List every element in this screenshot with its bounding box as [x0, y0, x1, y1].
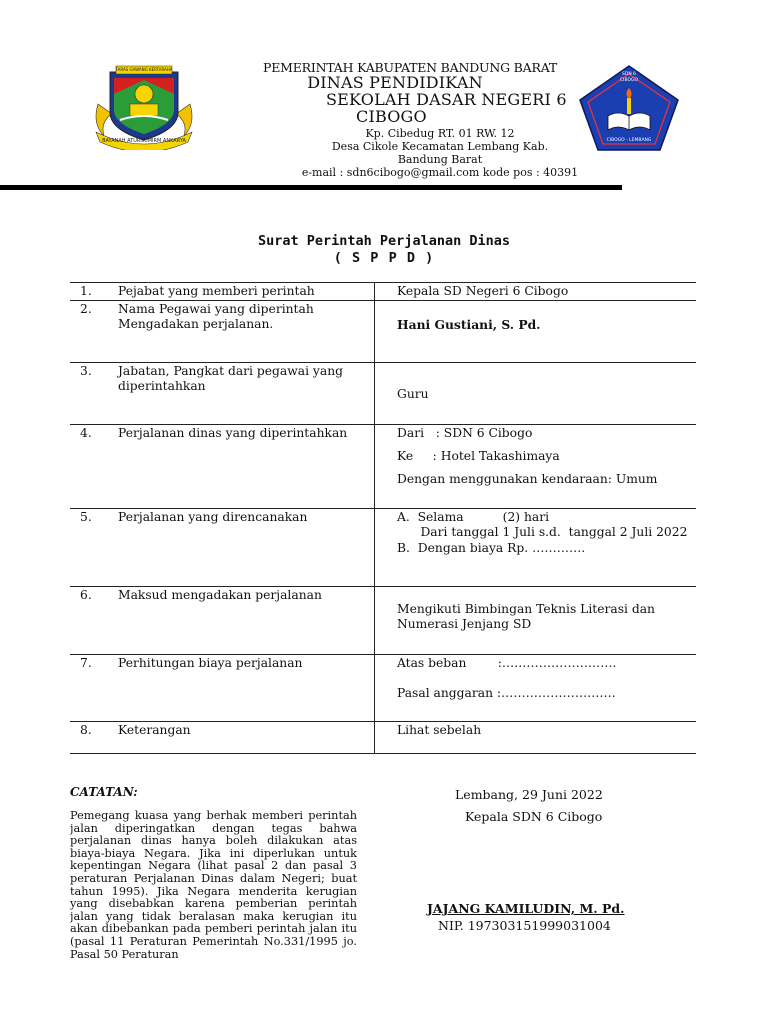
note-title: CATATAN:	[70, 785, 138, 799]
row-label-line: Nama Pegawai yang diperintah	[118, 301, 314, 316]
signatory-name: JAJANG KAMILUDIN, M. Pd.	[427, 901, 625, 916]
row-value-line: Dengan menggunakan kendaraan: Umum	[397, 471, 658, 486]
row-value	[375, 300, 697, 362]
address-line-1: Kp. Cibedug RT. 01 RW. 12	[365, 127, 515, 140]
row-label-line: Keterangan	[118, 722, 191, 737]
row-number: 5.	[80, 509, 92, 524]
row-label	[118, 654, 375, 721]
row-value	[375, 721, 697, 753]
row-value-line	[397, 587, 696, 602]
document-title: Surat Perintah Perjalanan Dinas	[258, 233, 510, 249]
row-value-line: Ke : Hotel Takashimaya	[397, 448, 560, 463]
row-value-line: Lihat sebelah	[397, 722, 482, 737]
row-label-line: Perhitungan biaya perjalanan	[118, 655, 303, 670]
row-value-line: Hani Gustiani, S. Pd.	[397, 316, 541, 332]
school-email: e-mail : sdn6cibogo@gmail.com kode pos : 40391	[301, 166, 579, 179]
school-name: SEKOLAH DASAR NEGERI 6	[326, 90, 567, 109]
row-value-line: Dari tanggal 1 Juli s.d. tanggal 2 Juli 2022	[397, 525, 688, 539]
office-name: DINAS PENDIDIKAN	[307, 73, 483, 92]
address-line-2: Desa Cikole Kecamatan Lembang Kab. Bandung Barat	[331, 140, 549, 166]
row-label-line: Mengadakan perjalanan.	[118, 317, 274, 331]
row-label	[118, 362, 375, 424]
school-logo	[578, 64, 680, 152]
signatory-nip: NIP. 197303151999031004	[438, 918, 611, 933]
row-value-line	[397, 372, 696, 387]
signature-position: Kepala SDN 6 Cibogo	[465, 809, 603, 824]
sppd-row	[70, 721, 696, 753]
row-value	[375, 654, 697, 721]
row-value	[375, 424, 697, 508]
row-label-line: Perjalanan yang direncanakan	[118, 509, 308, 524]
letterhead-divider	[0, 185, 622, 190]
kabupaten-logo	[90, 64, 198, 150]
school-address	[300, 127, 580, 166]
school-logo-text-top: SDN 6 CIBOGO	[619, 72, 639, 83]
row-label	[118, 508, 375, 586]
sppd-row	[70, 508, 696, 586]
government-name: PEMERINTAH KABUPATEN BANDUNG BARAT	[263, 60, 557, 75]
row-value-line: Numerasi Jenjang SD	[397, 617, 532, 631]
logo-motto-top: TARAS GAWANG KERTARAHA	[115, 67, 173, 72]
row-number: 2.	[80, 301, 92, 316]
sppd-row	[70, 362, 696, 424]
signature-place-date: Lembang, 29 Juni 2022	[455, 787, 603, 802]
row-number: 6.	[80, 587, 92, 602]
sppd-row	[70, 654, 696, 721]
row-value	[375, 586, 697, 654]
sppd-row	[70, 283, 696, 301]
row-number: 4.	[80, 425, 92, 440]
row-value-line: Kepala SD Negeri 6 Cibogo	[397, 284, 569, 298]
row-number: 7.	[80, 655, 92, 670]
row-label	[118, 283, 375, 301]
row-value-line: A. Selama (2) hari	[397, 509, 550, 524]
row-value-line	[397, 302, 696, 317]
row-label-line: Pejabat yang memberi perintah	[118, 284, 315, 298]
row-label-line: Jabatan, Pangkat dari pegawai yang	[118, 363, 343, 378]
note-body: Pemegang kuasa yang berhak memberi perintah jalan diperingatkan dengan tegas bahwa perjalanan dinas hanya boleh dilakukan atas biaya-biaya Negara. Jika ini diperlukan untuk kepentingan Negara (lihat pasal 2 dan pasal 3 peraturan Perjalanan Dinas dalam Negeri; buat tahun 1995). Jika Negara menderita kerugian yang disebabkan karena pemberian perintah jalan yang tidak beralasan maka kerugian itu akan dibebankan pada pemberi perintah jalan itu (pasal 11 Peraturan Pemerintah No.331/1995 jo. Pasal 50 Peraturan	[70, 810, 357, 960]
row-number: 3.	[80, 363, 92, 378]
row-number: 1.	[80, 284, 92, 298]
sppd-row	[70, 586, 696, 654]
row-value-line: Mengikuti Bimbingan Teknis Literasi dan	[397, 601, 655, 616]
row-value	[375, 283, 697, 301]
row-value-line	[397, 671, 696, 686]
row-value-line: Dari : SDN 6 Cibogo	[397, 425, 533, 440]
school-city: CIBOGO	[356, 107, 427, 126]
row-number: 8.	[80, 722, 92, 737]
sppd-row	[70, 300, 696, 362]
row-label-line: Maksud mengadakan perjalanan	[118, 587, 322, 602]
school-logo-text-bottom: CIBOGO - LEMBANG	[606, 138, 652, 143]
row-value	[375, 362, 697, 424]
row-value-line: Pasal anggaran :……………………….	[397, 686, 616, 700]
row-value	[375, 508, 697, 586]
row-label	[118, 424, 375, 508]
sppd-row	[70, 424, 696, 508]
document-subtitle: ( S P P D )	[333, 250, 435, 266]
sppd-table	[70, 282, 696, 754]
row-value-line: Atas beban :……………………….	[397, 655, 617, 670]
logo-motto-bottom: BAYANAH ATURNUMIRM ANKARYA	[102, 138, 186, 144]
row-label	[118, 586, 375, 654]
row-label-line: Perjalanan dinas yang diperintahkan	[118, 425, 348, 440]
row-label	[118, 721, 375, 753]
row-value-line: Guru	[397, 386, 429, 401]
row-label	[118, 300, 375, 362]
row-value-line: B. Dengan biaya Rp. ………….	[397, 540, 586, 555]
row-label-line: diperintahkan	[118, 379, 206, 393]
